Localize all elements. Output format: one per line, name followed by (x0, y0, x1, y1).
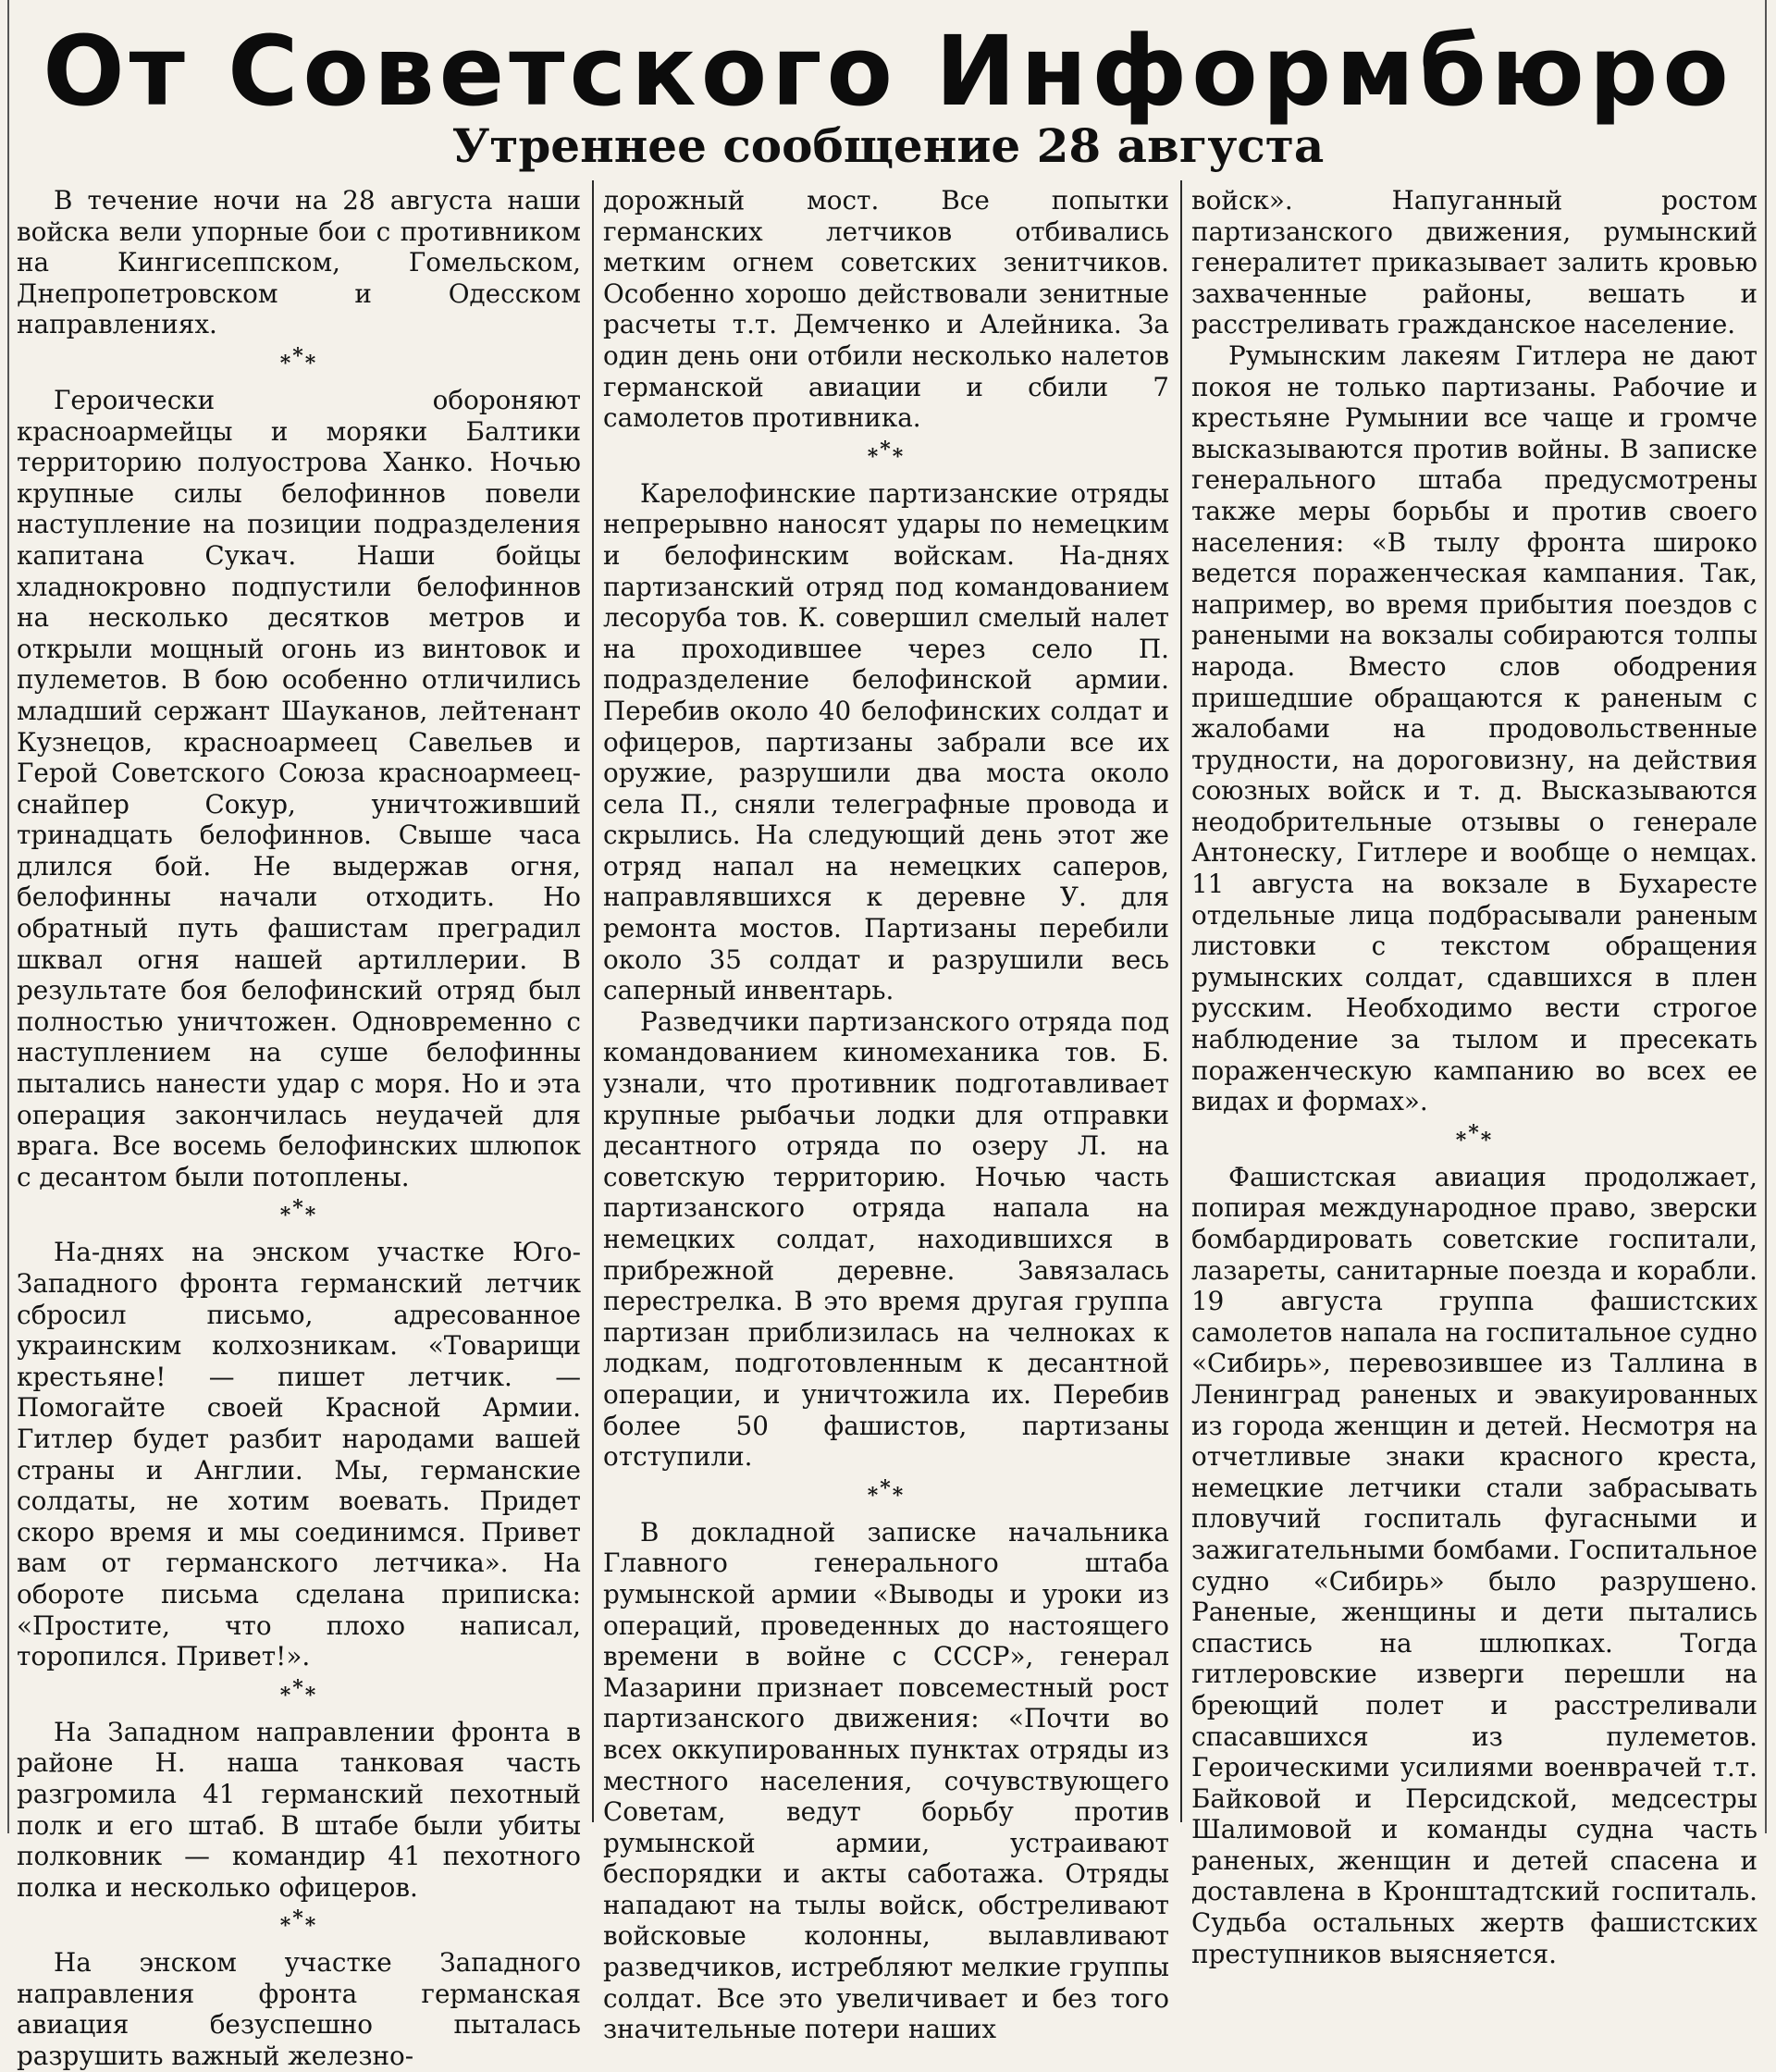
separator-stars: *** (867, 437, 906, 469)
paragraph: На энском участке Западного направления фронта германская авиация безуспешно пыталась разрушить важный железно- (17, 1947, 581, 2072)
separator-stars: *** (1455, 1120, 1494, 1153)
paragraph: В докладной записке начальника Главного генерального штаба румынской армии «Выводы и уроки из операций, проведенных до настоящего времени в войне с СССР», генерал Мазарини признает повсеместный рост партизанского движения: «Почти во всех оккупированных пунктах отряды из местного населения, сочувствующего Советам, ведут борьбу против румынской армии, устраивают беспорядки и акты саботажа. Отряды нападают на тылы войск, обстреливают войсковые колонны, вылавливают разведчиков, истребляют мелкие группы солдат. Все это увеличивает и без того значительные потери наших (603, 1516, 1169, 2045)
headline: От Советского Информбюро (43, 15, 1733, 128)
paragraph: На-днях на энском участке Юго-Западного фронта германский летчик сбросил письмо, адресованное украинским колхозникам. «Товарищи крестьяне! — пишет летчик. — Помогайте своей Красной Армии. Гитлер будет разбит народами вашей страны и Англии. Мы, германские солдаты, не хотим воевать. Придет скоро время и мы соединимся. Привет вам от германского летчика». На обороте письма сделана приписка: «Простите, что плохо написал, торопился. Привет!». (17, 1237, 581, 1672)
paragraph: Фашистская авиация продолжает, попирая международное право, зверски бомбардировать советские госпитали, лазареты, санитарные поезда и корабли. 19 августа группа фашистских самолетов напала на госпитальное судно «Сибирь», перевозившее из Таллина в Ленинград раненых и эвакуированных из города женщин и детей. Несмотря на отчетливые знаки красного креста, немецкие летчики стали забрасывать пловучий госпиталь фугасными и зажигательными бомбами. Госпитальное судно «Сибирь» было разрушено. Раненые, женщины и дети пытались спастись на шлюпках. Тогда гитлеровские изверги перешли на бреющий полет и расстреливали спасавшихся из пулеметов. Героическими усилиями военврачей т.т. Байковой и Персидской, медсестры Шалимовой и команды судна часть раненых, женщин и детей спасена и доставлена в Кронштадтский госпиталь. Судьба остальных жертв фашистских преступников выясняется. (1191, 1161, 1758, 1969)
column-divider-1 (592, 180, 594, 1822)
column-divider-2 (1180, 180, 1182, 1822)
separator-stars: *** (867, 1475, 906, 1508)
paragraph: В течение ночи на 28 августа наши войска вели упорные бои с противником на Кингисеппском, Гомельском, Днепропетровском и Одесском направлениях. (17, 185, 581, 340)
article-column-1 (17, 185, 581, 2072)
article-column-2 (603, 185, 1169, 2045)
paragraph: Карелофинские партизанские отряды непрерывно наносят удары по немецким и белофинским войскам. На-днях партизанский отряд под командованием лесоруба тов. К. совершил смелый налет на проходившее через село П. подразделение белофинской армии. Перебив около 40 белофинских солдат и офицеров, партизаны забрали все их оружие, разрушили два моста около села П., сняли телеграфные провода и скрылись. На следующий день этот же отряд напал на немецких саперов, направлявшихся к деревне У. для ремонта мостов. Партизаны перебили около 35 солдат и разрушили весь саперный инвентарь. (603, 477, 1169, 1006)
separator-stars: *** (279, 343, 318, 376)
paragraph: На Западном направлении фронта в районе Н. наша танковая часть разгромила 41 германский пехотный полк и его штаб. В штабе были убиты полковник — командир 41 пехотного полка и несколько офицеров. (17, 1716, 581, 1903)
article-column-3 (1191, 185, 1758, 1969)
paragraph: дорожный мост. Все попытки германских летчиков отбивались метким огнем советских зенитчиков. Особенно хорошо действовали зенитные расчеты т.т. Демченко и Алейника. За один день они отбили несколько налетов германской авиации и сбили 7 самолетов противника. (603, 185, 1169, 434)
subheadline: Утреннее сообщение 28 августа (451, 118, 1325, 173)
right-page-edge (1765, 0, 1767, 1833)
left-page-edge (7, 0, 9, 1833)
paragraph: войск». Напуганный ростом партизанского движения, румынский генералитет приказывает залить кровью захваченные районы, вешать и расстреливать гражданское население. (1191, 185, 1758, 340)
paragraph: Разведчики партизанского отряда под командованием киномеханика тов. Б. узнали, что противник подготавливает крупные рыбачьи лодки для отправки десантного отряда по озеру Л. на советскую территорию. Ночью часть партизанского отряда напала на немецких солдат, находившихся в прибрежной деревне. Завязалась перестрелка. В это время другая группа партизан приблизилась на челноках к лодкам, подготовленным к десантной операции, и уничтожила их. Перебив более 50 фашистов, партизаны отступили. (603, 1005, 1169, 1473)
separator-stars: *** (279, 1906, 318, 1939)
separator-stars: *** (279, 1675, 318, 1708)
paragraph: Героически обороняют красноармейцы и моряки Балтики территорию полуострова Ханко. Ночью крупные силы белофиннов повели наступление на позиции подразделения капитана Сукач. Наши бойцы хладнокровно подпустили белофиннов на несколько десятков метров и открыли мощный огонь из винтовок и пулеметов. В бою особенно отличились младший сержант Шауканов, лейтенант Кузнецов, красноармеец Савельев и Герой Советского Союза красноармеец-снайпер Сокур, уничтоживший тринадцать белофиннов. Свыше часа длился бой. Не выдержав огня, белофинны начали отходить. Но обратный путь фашистам преградил шквал огня нашей артиллерии. В результате боя белофинский отряд был полностью уничтожен. Одновременно с наступлением на суше белофинны пытались нанести удар с моря. Но и эта операция закончилась неудачей для врага. Все восемь белофинских шлюпок с десантом были потоплены. (17, 384, 581, 1192)
separator-stars: *** (279, 1196, 318, 1228)
paragraph: Румынским лакеям Гитлера не дают покоя не только партизаны. Рабочие и крестьяне Румынии все чаще и громче высказываются против войны. В записке генерального штаба предусмотрены также меры борьбы и против своего населения: «В тылу фронта широко ведется пораженческая кампания. Так, например, во время прибытия поездов с ранеными на вокзалы собираются толпы народа. Вместо слов ободрения пришедшие обращаются к раненым с жалобами на продовольственные трудности, на дороговизну, на действия союзных войск и т. д. Высказываются неодобрительные отзывы о генерале Антонеску, Гитлере и вообще о немцах. 11 августа на вокзале в Бухаресте отдельные лица подбрасывали раненым листовки с текстом обращения румынских солдат, сдавшихся в плен русским. Необходимо вести строгое наблюдение за тылом и пресекать пораженческую кампанию во всех ее видах и формах». (1191, 339, 1758, 1117)
